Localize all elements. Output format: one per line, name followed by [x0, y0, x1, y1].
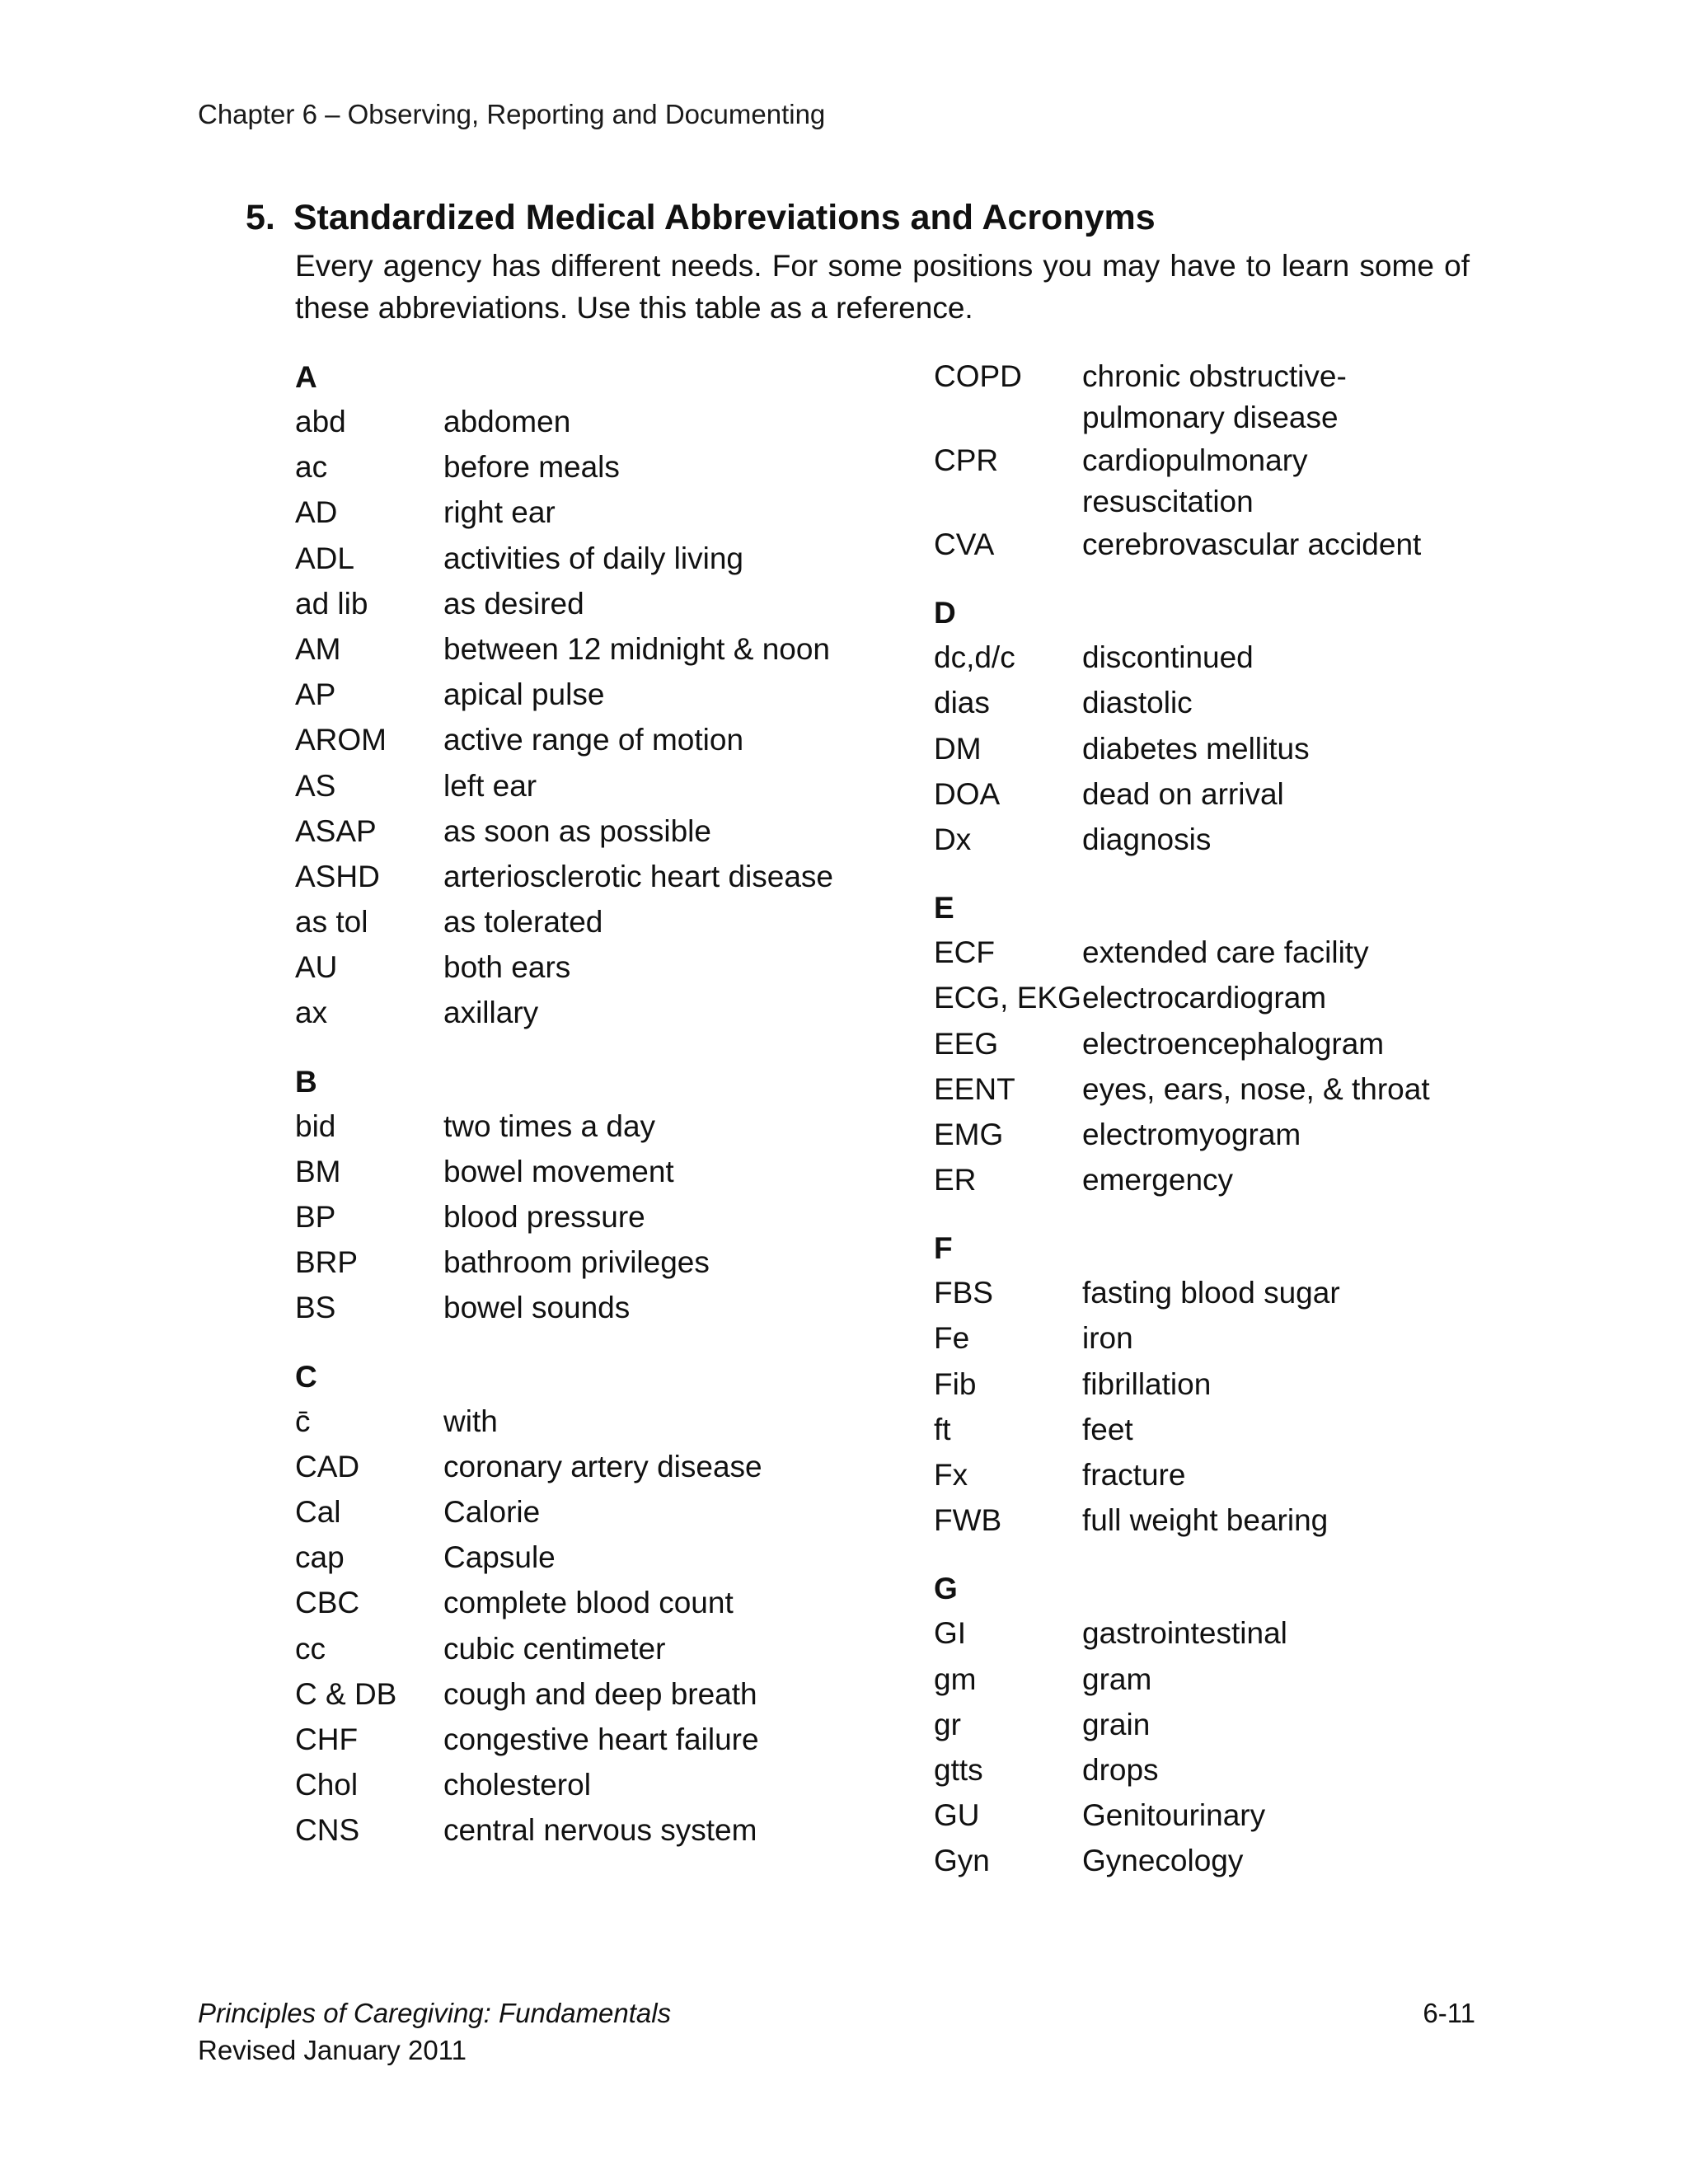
abbreviation-entry	[295, 490, 938, 536]
letter-group	[295, 354, 938, 1037]
abbreviation-term: CVA	[934, 527, 995, 561]
abbreviation-term: CBC	[295, 1586, 360, 1620]
abbreviation-term: cap	[295, 1540, 345, 1575]
abbreviation-entry	[934, 1453, 1560, 1498]
abbreviation-definition: diastolic	[1082, 686, 1193, 720]
letter-group	[934, 1226, 1560, 1544]
abbreviation-entry	[295, 764, 938, 809]
abbreviation-definition: bathroom privileges	[443, 1245, 710, 1280]
abbreviation-entry	[295, 718, 938, 763]
abbreviation-definition: central nervous system	[443, 1813, 757, 1848]
abbreviation-entry	[295, 582, 938, 627]
abbreviation-term: bid	[295, 1108, 336, 1143]
abbreviation-entry	[934, 1498, 1560, 1544]
abbreviation-definition: grain	[1082, 1707, 1151, 1741]
abbreviation-entry	[934, 1839, 1560, 1884]
abbreviation-term: ASHD	[295, 859, 380, 893]
abbreviation-entry	[295, 1104, 938, 1150]
abbreviation-definition: Genitourinary	[1082, 1798, 1266, 1833]
abbreviation-definition: emergency	[1082, 1163, 1234, 1197]
abbreviation-term: DOA	[934, 776, 1001, 811]
abbreviation-entry	[295, 1718, 938, 1763]
abbreviation-definition: as desired	[443, 586, 584, 621]
abbreviation-entry	[295, 400, 938, 445]
abbreviation-definition: complete blood count	[443, 1586, 734, 1620]
abbreviation-definition	[1082, 354, 1560, 438]
abbreviation-definition: discontinued	[1082, 640, 1254, 675]
abbreviation-term: ECG, EKG	[934, 981, 1081, 1015]
abbreviation-definition: cough and deep breath	[443, 1676, 757, 1711]
group-letter-heading: C	[295, 1359, 317, 1394]
definition-line: resuscitation	[1082, 485, 1254, 518]
abbreviation-definition: gastrointestinal	[1082, 1616, 1287, 1651]
abbreviation-definition: drops	[1082, 1752, 1159, 1787]
abbreviation-definition: Calorie	[443, 1494, 541, 1529]
abbreviation-entry	[295, 900, 938, 945]
abbreviation-entry	[934, 727, 1560, 772]
section-heading	[246, 198, 1156, 238]
abbreviation-term: ax	[295, 996, 328, 1030]
running-head: Chapter 6 – Observing, Reporting and Documenting	[198, 99, 826, 129]
abbreviation-term: dias	[934, 686, 990, 720]
abbreviation-entry	[934, 1657, 1560, 1703]
abbreviation-entry	[934, 1611, 1560, 1657]
abbreviation-term: AROM	[295, 723, 387, 757]
abbreviation-entry	[295, 1808, 938, 1854]
abbreviation-definition: electromyogram	[1082, 1117, 1301, 1151]
abbreviation-column-left	[295, 354, 938, 1876]
abbreviation-entry	[295, 1150, 938, 1195]
abbreviation-entry	[934, 976, 1560, 1021]
abbreviation-definition: with	[443, 1404, 498, 1438]
abbreviation-definition: active range of motion	[443, 723, 744, 757]
definition-line: pulmonary disease	[1082, 401, 1339, 434]
definition-line: chronic obstructive-	[1082, 359, 1347, 393]
abbreviation-entry	[295, 1286, 938, 1331]
abbreviation-entry	[295, 1535, 938, 1581]
abbreviation-term: CAD	[295, 1449, 360, 1483]
letter-group	[934, 354, 1560, 568]
abbreviation-term: gm	[934, 1661, 977, 1696]
abbreviation-definition: between 12 midnight & noon	[443, 631, 831, 666]
abbreviation-definition: fasting blood sugar	[1082, 1276, 1340, 1310]
abbreviation-term: DM	[934, 731, 982, 766]
abbreviation-definition: Gynecology	[1082, 1844, 1244, 1878]
abbreviation-entry	[295, 855, 938, 900]
abbreviation-term: as tol	[295, 905, 368, 940]
section-number: 5.	[246, 198, 275, 237]
group-letter-heading: E	[934, 891, 954, 926]
letter-group	[934, 590, 1560, 863]
abbreviation-entry	[295, 1490, 938, 1535]
abbreviation-definition: diabetes mellitus	[1082, 731, 1310, 766]
abbreviation-term: Gyn	[934, 1844, 990, 1878]
abbreviation-definition: arteriosclerotic heart disease	[443, 859, 833, 893]
abbreviation-entry	[934, 635, 1560, 681]
abbreviation-term: EMG	[934, 1117, 1004, 1151]
abbreviation-definition: before meals	[443, 450, 620, 485]
section-title: Standardized Medical Abbreviations and Acronyms	[293, 198, 1156, 237]
abbreviation-entry	[934, 1158, 1560, 1203]
abbreviation-entry	[934, 818, 1560, 863]
abbreviation-entry	[934, 1362, 1560, 1408]
abbreviation-definition: coronary artery disease	[443, 1449, 762, 1483]
abbreviation-definition: diagnosis	[1082, 822, 1212, 856]
abbreviation-definition: extended care facility	[1082, 935, 1369, 970]
abbreviation-entry	[295, 991, 938, 1036]
abbreviation-definition: Capsule	[443, 1540, 556, 1575]
abbreviation-entry	[934, 772, 1560, 818]
abbreviation-entry	[295, 627, 938, 673]
abbreviation-definition: congestive heart failure	[443, 1722, 759, 1756]
abbreviation-definition: fracture	[1082, 1458, 1186, 1492]
abbreviation-entry	[934, 1271, 1560, 1316]
abbreviation-definition: left ear	[443, 768, 537, 803]
abbreviation-term: BM	[295, 1154, 341, 1188]
abbreviation-term: ad lib	[295, 586, 368, 621]
abbreviation-definition: feet	[1082, 1412, 1133, 1446]
abbreviation-entry	[934, 1316, 1560, 1361]
abbreviation-term: CHF	[295, 1722, 359, 1756]
abbreviation-definition: cholesterol	[443, 1768, 591, 1802]
abbreviation-entry	[934, 1113, 1560, 1158]
abbreviation-entry	[295, 1195, 938, 1240]
abbreviation-term: AS	[295, 768, 336, 803]
abbreviation-definition: cerebrovascular accident	[1082, 527, 1422, 561]
abbreviation-term: gr	[934, 1707, 961, 1741]
abbreviation-term: BS	[295, 1291, 336, 1325]
abbreviation-entry	[934, 1022, 1560, 1067]
abbreviation-term: ER	[934, 1163, 977, 1197]
abbreviation-definition: eyes, ears, nose, & throat	[1082, 1071, 1430, 1106]
abbreviation-entry	[295, 945, 938, 991]
abbreviation-term: COPD	[934, 359, 1022, 393]
abbreviation-definition: electrocardiogram	[1082, 981, 1327, 1015]
abbreviation-entry	[295, 1445, 938, 1490]
page-number: 6-11	[1423, 1998, 1475, 2028]
group-letter-heading: D	[934, 596, 956, 630]
abbreviation-term: c̄	[295, 1404, 311, 1438]
letter-group	[934, 885, 1560, 1203]
abbreviation-term: FWB	[934, 1503, 1002, 1538]
abbreviation-term: EEG	[934, 1026, 999, 1061]
abbreviation-term: gtts	[934, 1752, 983, 1787]
abbreviation-entry	[295, 1399, 938, 1445]
abbreviation-entry	[934, 1408, 1560, 1453]
abbreviation-definition: gram	[1082, 1661, 1152, 1696]
section-intro: Every agency has different needs. For some positions you may have to learn some of these abbreviations. Use this table as a reference.	[295, 249, 1470, 325]
abbreviation-definition: right ear	[443, 495, 556, 530]
abbreviation-term: ac	[295, 450, 328, 485]
abbreviation-entry	[934, 354, 1560, 438]
abbreviation-entry	[934, 523, 1560, 568]
abbreviation-term: EENT	[934, 1071, 1015, 1106]
abbreviation-entry	[295, 1240, 938, 1286]
abbreviation-term: ADL	[295, 541, 354, 575]
abbreviation-term: BRP	[295, 1245, 359, 1280]
abbreviation-term: AU	[295, 950, 338, 985]
abbreviation-definition: electroencephalogram	[1082, 1026, 1385, 1061]
abbreviation-entry	[295, 1581, 938, 1626]
abbreviation-definition: dead on arrival	[1082, 776, 1284, 811]
letter-group	[295, 1354, 938, 1854]
abbreviation-entry	[295, 1672, 938, 1718]
abbreviation-definition: full weight bearing	[1082, 1503, 1329, 1538]
abbreviation-term: BP	[295, 1200, 336, 1234]
abbreviation-definition: fibrillation	[1082, 1366, 1212, 1401]
group-letter-heading: A	[295, 360, 317, 394]
abbreviation-term: Fe	[934, 1321, 970, 1356]
abbreviation-term: Cal	[295, 1494, 341, 1529]
abbreviation-term: Fib	[934, 1366, 977, 1401]
abbreviation-term: FBS	[934, 1276, 993, 1310]
footer-book-title: Principles of Caregiving: Fundamentals	[198, 1998, 672, 2028]
abbreviation-definition: as soon as possible	[443, 813, 711, 848]
letter-group	[934, 1566, 1560, 1884]
abbreviation-term: AM	[295, 631, 341, 666]
abbreviation-entry	[295, 673, 938, 718]
abbreviation-entry	[934, 1703, 1560, 1748]
group-letter-heading: G	[934, 1572, 958, 1606]
abbreviation-entry	[295, 1763, 938, 1808]
abbreviation-definition: blood pressure	[443, 1200, 645, 1234]
abbreviation-term: CPR	[934, 443, 999, 477]
abbreviation-term: ASAP	[295, 813, 377, 848]
abbreviation-entry	[295, 809, 938, 855]
abbreviation-definition: apical pulse	[443, 677, 605, 712]
abbreviation-term: GI	[934, 1616, 967, 1651]
definition-line: cardiopulmonary	[1082, 443, 1308, 477]
abbreviation-definition: two times a day	[443, 1108, 656, 1143]
abbreviation-column-right	[934, 354, 1560, 1907]
abbreviation-term: GU	[934, 1798, 980, 1833]
group-letter-heading: B	[295, 1064, 317, 1099]
abbreviation-entry	[934, 930, 1560, 976]
abbreviation-term: Fx	[934, 1458, 968, 1492]
abbreviation-definition	[1082, 438, 1560, 523]
abbreviation-definition: as tolerated	[443, 905, 603, 940]
footer-left	[198, 1994, 671, 2069]
abbreviation-definition: axillary	[443, 996, 539, 1030]
abbreviation-term: ft	[934, 1412, 951, 1446]
abbreviation-entry	[295, 1627, 938, 1672]
group-letter-heading: F	[934, 1231, 953, 1266]
abbreviation-entry	[934, 681, 1560, 726]
abbreviation-definition: activities of daily living	[443, 541, 743, 575]
abbreviation-term: cc	[295, 1631, 326, 1666]
abbreviation-entry	[934, 1067, 1560, 1113]
abbreviation-term: C & DB	[295, 1676, 397, 1711]
abbreviation-term: abd	[295, 405, 346, 438]
abbreviation-definition: abdomen	[443, 405, 571, 438]
abbreviation-entry	[295, 537, 938, 582]
abbreviation-definition: both ears	[443, 950, 571, 985]
abbreviation-term: ECF	[934, 935, 995, 970]
abbreviation-entry	[934, 1748, 1560, 1793]
abbreviation-term: CNS	[295, 1813, 360, 1848]
abbreviation-term: AP	[295, 677, 336, 712]
abbreviation-definition: iron	[1082, 1321, 1133, 1356]
abbreviation-term: AD	[295, 495, 338, 530]
abbreviation-entry	[934, 438, 1560, 523]
abbreviation-term: Dx	[934, 822, 972, 856]
abbreviation-entry	[295, 445, 938, 490]
abbreviation-definition: bowel movement	[443, 1154, 674, 1188]
abbreviation-term: Chol	[295, 1768, 359, 1802]
letter-group	[295, 1059, 938, 1332]
abbreviation-definition: cubic centimeter	[443, 1631, 666, 1666]
abbreviation-entry	[934, 1793, 1560, 1839]
abbreviation-definition: bowel sounds	[443, 1291, 631, 1325]
abbreviation-term: dc,d/c	[934, 640, 1015, 675]
footer-revised: Revised January 2011	[198, 2035, 467, 2065]
